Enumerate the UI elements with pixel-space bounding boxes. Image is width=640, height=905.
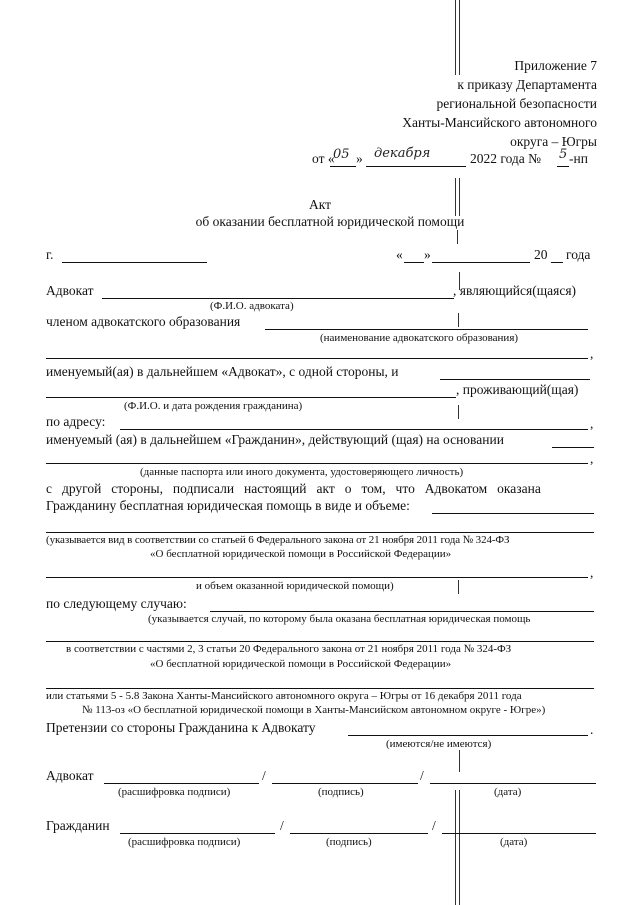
year-suffix: года — [566, 247, 591, 262]
named-citizen-text: именуемый (ая) в дальнейшем «Гражданин», действующий (щая) на основании — [46, 432, 504, 447]
comma: , — [590, 416, 594, 431]
order-number-line — [557, 166, 569, 167]
header-line: Приложение 7 — [514, 58, 597, 73]
claims-field[interactable] — [348, 735, 588, 736]
advocate-label: Адвокат — [46, 283, 94, 298]
address-label: по адресу: — [46, 414, 106, 429]
binder-mark — [457, 230, 458, 244]
help-type-field[interactable] — [432, 513, 594, 514]
law-caption: «О бесплатной юридической помощи в Российской Федерации» — [150, 658, 452, 670]
header-line: к приказу Департамента — [457, 77, 597, 92]
case-caption: (указывается случай, по которому была оказана бесплатная юридическая помощь — [148, 613, 531, 625]
order-month: декабря — [374, 146, 431, 161]
sign-citizen-label: Гражданин — [46, 818, 110, 833]
advocate-date-field[interactable] — [430, 783, 596, 784]
month-field[interactable] — [432, 262, 530, 263]
case-field-cont2[interactable] — [46, 688, 594, 689]
claims-end: . — [590, 722, 594, 737]
slash: / — [420, 768, 424, 783]
slash: / — [280, 818, 284, 833]
year-field[interactable] — [551, 262, 563, 263]
case-field-cont[interactable] — [46, 641, 594, 642]
binder-mark — [455, 0, 456, 75]
citizen-name-field[interactable] — [440, 379, 590, 380]
passport-caption: (данные паспорта или иного документа, удостоверяющего личность) — [140, 466, 464, 478]
help-type-caption: «О бесплатной юридической помощи в Российской Федерации» — [150, 548, 452, 560]
comma: , — [590, 451, 594, 466]
sign-advocate-label: Адвокат — [46, 768, 94, 783]
order-suffix: -нп — [569, 151, 588, 166]
binder-mark — [458, 580, 459, 594]
binder-mark — [458, 313, 459, 327]
city-label: г. — [46, 247, 54, 262]
binder-mark — [459, 750, 460, 772]
basis-field-cont[interactable] — [46, 463, 588, 464]
advocate-decode-field[interactable] — [104, 783, 259, 784]
law-caption: № 113-оз «О бесплатной юридической помощи в Ханты-Мансийском автономном округе - Югре») — [82, 704, 546, 716]
binder-mark — [455, 790, 456, 905]
named-advocate-text: именуемый(ая) в дальнейшем «Адвокат», с одной стороны, и — [46, 364, 399, 379]
caption-date: (дата) — [494, 786, 522, 798]
residing-text: , проживающий(щая) — [456, 382, 579, 397]
binder-mark — [459, 790, 460, 905]
member-field-cont[interactable] — [46, 358, 588, 359]
date-open: « — [396, 247, 403, 262]
citizen-date-field[interactable] — [442, 833, 596, 834]
case-field[interactable] — [210, 611, 594, 612]
help-type-field-cont[interactable] — [46, 532, 594, 533]
slash: / — [432, 818, 436, 833]
citizen-sign-field[interactable] — [290, 833, 428, 834]
order-month-line — [366, 166, 466, 167]
order-date-prefix: от « — [312, 151, 335, 166]
other-side-text: с другой стороны, подписали настоящий акт о том, что Адвокатом оказана — [46, 481, 541, 496]
year-label: 20 — [534, 247, 548, 262]
comma: , — [590, 346, 594, 361]
day-field[interactable] — [404, 262, 424, 263]
binder-mark — [459, 0, 460, 75]
claims-label: Претензии со стороны Гражданина к Адвокату — [46, 720, 316, 735]
order-date-mid: » — [356, 151, 363, 166]
header-line: округа – Югры — [510, 134, 597, 149]
header-line: Ханты-Мансийского автономного — [402, 115, 597, 130]
address-field[interactable] — [120, 429, 588, 430]
member-caption: (наименование адвокатского образования) — [320, 332, 519, 344]
advocate-suffix: , являющийся(щаяся) — [453, 283, 577, 298]
city-field[interactable] — [62, 262, 207, 263]
caption-decode: (расшифровка подписи) — [128, 836, 241, 848]
law-caption: или статьями 5 - 5.8 Закона Ханты-Мансийского автономного округа – Югры от 16 декабря 2011 года — [46, 690, 522, 702]
advocate-name-field[interactable] — [102, 298, 454, 299]
slash: / — [262, 768, 266, 783]
order-number: 5 — [559, 147, 568, 162]
order-day: 05 — [333, 147, 350, 162]
header-line: региональной безопасности — [436, 96, 597, 111]
member-field[interactable] — [265, 329, 588, 330]
order-year: 2022 года № — [470, 151, 542, 166]
help-volume-caption: и объем оказанной юридической помощи) — [196, 580, 394, 592]
caption-decode: (расшифровка подписи) — [118, 786, 231, 798]
comma: , — [590, 565, 594, 580]
other-side-text: Гражданину бесплатная юридическая помощь в виде и объеме: — [46, 498, 410, 513]
help-volume-field[interactable] — [46, 577, 588, 578]
law-caption: в соответствии с частями 2, 3 статьи 20 Федерального закона от 21 ноября 2011 года № 324-ФЗ — [66, 643, 512, 655]
doc-title: Акт — [308, 197, 332, 212]
case-label: по следующему случаю: — [46, 596, 187, 611]
help-type-caption: (указывается вид в соответствии со статьей 6 Федерального закона от 21 ноября 2011 года № 324-ФЗ — [46, 534, 510, 546]
member-label: членом адвокатского образования — [46, 314, 241, 329]
citizen-caption: (Ф.И.О. и дата рождения гражданина) — [124, 400, 303, 412]
order-day-line — [330, 166, 356, 167]
claims-caption: (имеются/не имеются) — [386, 738, 492, 750]
caption-sign: (подпись) — [318, 786, 364, 798]
date-close: » — [424, 247, 431, 262]
binder-mark — [458, 405, 459, 419]
citizen-name-field-cont[interactable] — [46, 397, 456, 398]
caption-sign: (подпись) — [326, 836, 372, 848]
doc-subtitle: об оказании бесплатной юридической помощи — [195, 214, 465, 229]
advocate-caption: (Ф.И.О. адвоката) — [210, 300, 294, 312]
basis-field[interactable] — [552, 447, 594, 448]
citizen-decode-field[interactable] — [120, 833, 275, 834]
advocate-sign-field[interactable] — [272, 783, 418, 784]
caption-date: (дата) — [500, 836, 528, 848]
